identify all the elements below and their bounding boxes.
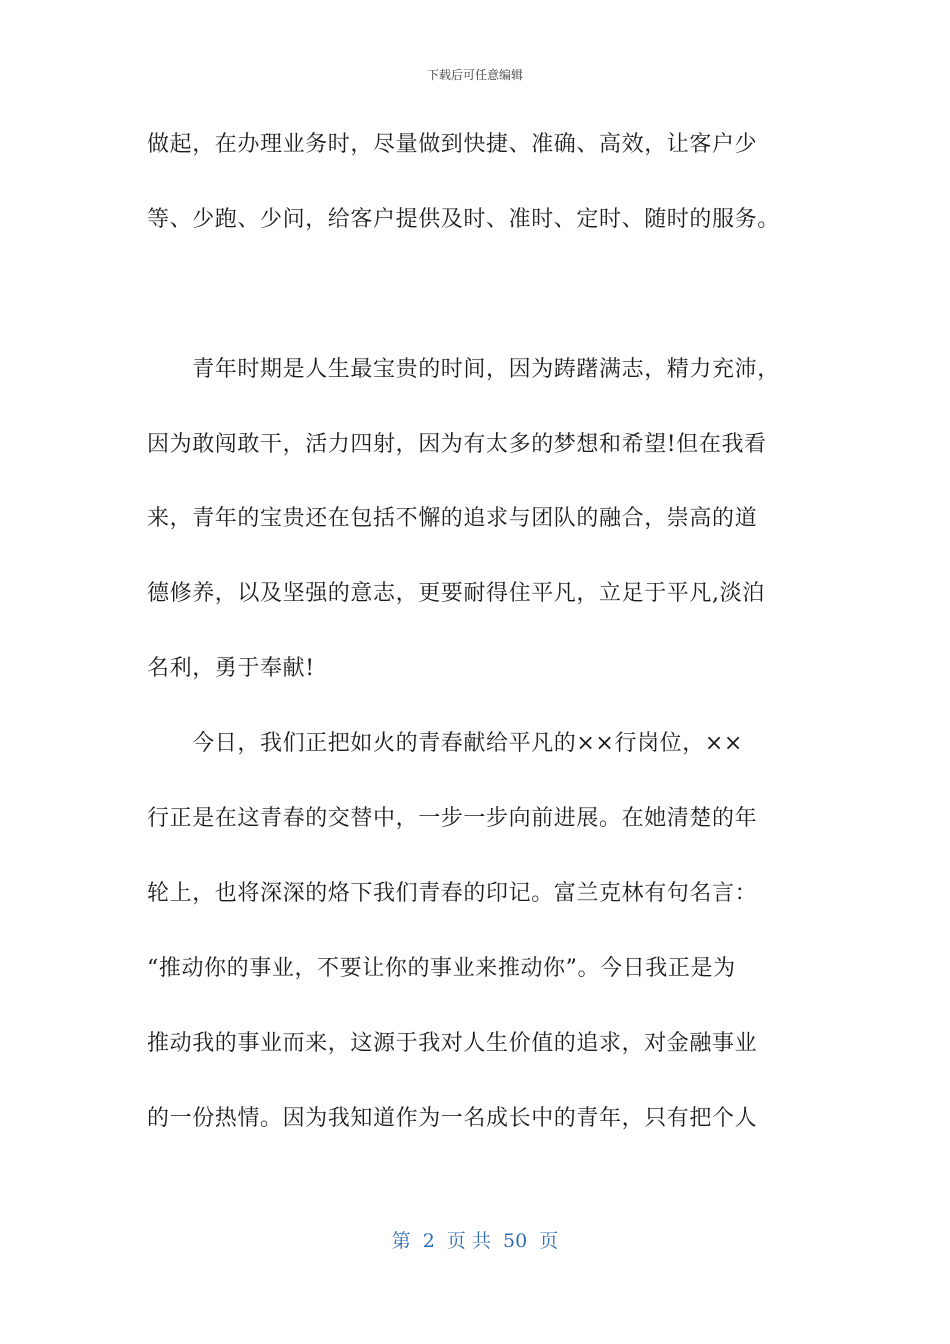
text-line-4: 因为敢闯敢干，活力四射，因为有太多的梦想和希望!但在我看 [147, 432, 767, 457]
footer-prefix: 第 [391, 1230, 411, 1252]
text-line-7: 名利，勇于奉献! [147, 656, 315, 681]
text-line-2: 等、少跑、少问，给客户提供及时、准时、定时、随时的服务。 [147, 207, 780, 232]
text-line-3: 青年时期是人生最宝贵的时间，因为踌躇满志，精力充沛， [147, 357, 780, 382]
text-line-5: 来，青年的宝贵还在包括不懈的追求与团队的融合，崇高的道 [147, 506, 758, 531]
text-line-12: 推动我的事业而来，这源于我对人生价值的追求，对金融事业 [147, 1031, 758, 1056]
current-page-number: 2 [422, 1230, 435, 1252]
footer-suffix: 页 [539, 1230, 559, 1252]
text-line-6: 德修养，以及坚强的意志，更要耐得住平凡，立足于平凡,淡泊 [147, 581, 765, 606]
total-page-count: 50 [503, 1230, 528, 1252]
text-line-11: “推动你的事业，不要让你的事业来推动你”。今日我正是为 [147, 956, 736, 981]
text-line-13: 的一份热情。因为我知道作为一名成长中的青年，只有把个人 [147, 1106, 758, 1131]
text-line-1: 做起，在办理业务时，尽量做到快捷、准确、高效，让客户少 [147, 132, 758, 157]
text-line-9: 行正是在这青春的交替中，一步一步向前进展。在她清楚的年 [147, 806, 758, 831]
page-header: 下载后可任意编辑 [426, 68, 523, 82]
text-line-8: 今日，我们正把如火的青春献给平凡的××行岗位，×× [147, 731, 743, 756]
text-line-10: 轮上，也将深深的烙下我们青春的印记。富兰克林有句名言： [147, 881, 758, 906]
page-footer [0, 1226, 950, 1253]
footer-middle: 页 共 [446, 1230, 491, 1252]
